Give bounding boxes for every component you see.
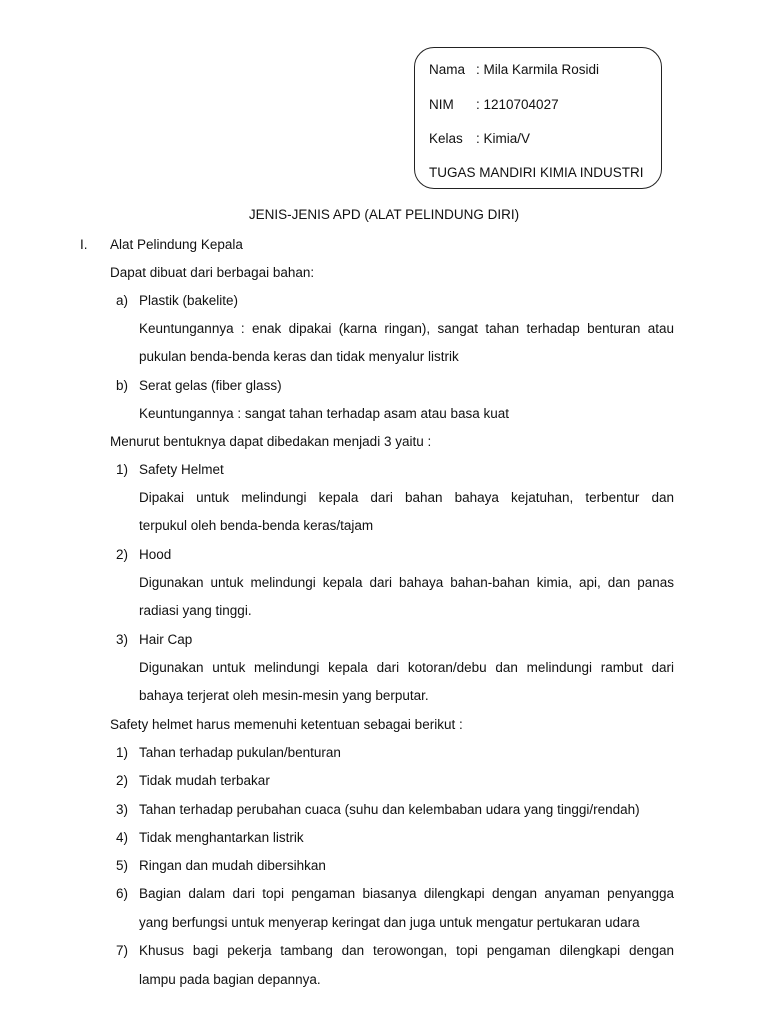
requirement-item: Tidak mudah terbakar bbox=[139, 773, 270, 788]
material-description: Keuntungannya : enak dipakai (karna ringan), sangat tahan terhadap benturan atau bbox=[139, 321, 674, 336]
materials-intro: Dapat dibuat dari berbagai bahan: bbox=[110, 265, 315, 280]
requirement-item: yang berfungsi untuk menyerap keringat dan juga untuk mengatur pertukaran udara bbox=[139, 915, 640, 930]
assignment-title: TUGAS MANDIRI KIMIA INDUSTRI bbox=[429, 165, 644, 180]
requirement-item: Khusus bagi pekerja tambang dan terowongan, topi pengaman dilengkapi dengan bbox=[139, 943, 674, 958]
list-marker: 1) bbox=[116, 745, 129, 760]
type-description: terpukul oleh benda-benda keras/tajam bbox=[139, 518, 374, 533]
requirement-item: lampu pada bagian depannya. bbox=[139, 972, 321, 987]
type-description: radiasi yang tinggi. bbox=[139, 603, 252, 618]
types-intro: Menurut bentuknya dapat dibedakan menjadi 3 yaitu : bbox=[110, 434, 432, 449]
list-marker: 6) bbox=[116, 886, 129, 901]
nim-label: NIM bbox=[429, 97, 454, 112]
list-marker: 1) bbox=[116, 462, 129, 477]
requirement-item: Ringan dan mudah dibersihkan bbox=[139, 858, 326, 873]
list-marker: 2) bbox=[116, 773, 129, 788]
type-description: bahaya terjerat oleh mesin-mesin yang berputar. bbox=[139, 688, 429, 703]
student-identity-box bbox=[414, 47, 662, 189]
list-marker: 4) bbox=[116, 830, 129, 845]
requirement-item: Tahan terhadap perubahan cuaca (suhu dan kelembaban udara yang tinggi/rendah) bbox=[139, 802, 640, 817]
type-name: Hair Cap bbox=[139, 632, 193, 647]
name-value: : Mila Karmila Rosidi bbox=[476, 62, 600, 77]
nim-value: : 1210704027 bbox=[476, 97, 559, 112]
material-name: Serat gelas (fiber glass) bbox=[139, 378, 282, 393]
list-marker: a) bbox=[116, 293, 129, 308]
list-marker: 5) bbox=[116, 858, 129, 873]
class-label: Kelas bbox=[429, 131, 463, 146]
list-marker: 3) bbox=[116, 802, 129, 817]
name-line bbox=[429, 62, 599, 77]
class-line bbox=[429, 131, 530, 146]
list-marker: 7) bbox=[116, 943, 129, 958]
section-heading: Alat Pelindung Kepala bbox=[110, 237, 243, 252]
requirement-item: Tidak menghantarkan listrik bbox=[139, 830, 304, 845]
requirement-item: Bagian dalam dari topi pengaman biasanya dilengkapi dengan anyaman penyangga bbox=[139, 886, 674, 901]
type-name: Hood bbox=[139, 547, 172, 562]
material-description: Keuntungannya : sangat tahan terhadap asam atau basa kuat bbox=[139, 406, 510, 421]
name-label: Nama bbox=[429, 62, 466, 77]
class-value: : Kimia/V bbox=[476, 131, 531, 146]
list-marker: 3) bbox=[116, 632, 129, 647]
nim-line bbox=[429, 97, 559, 112]
type-description: Dipakai untuk melindungi kepala dari bahan bahaya kejatuhan, terbentur dan bbox=[139, 490, 674, 505]
list-marker: b) bbox=[116, 378, 129, 393]
material-name: Plastik (bakelite) bbox=[139, 293, 239, 308]
type-description: Digunakan untuk melindungi kepala dari bahaya bahan-bahan kimia, api, dan panas bbox=[139, 575, 674, 590]
list-marker: 2) bbox=[116, 547, 129, 562]
type-name: Safety Helmet bbox=[139, 462, 224, 477]
material-description: pukulan benda-benda keras dan tidak menyalur listrik bbox=[139, 349, 459, 364]
document-title: JENIS-JENIS APD (ALAT PELINDUNG DIRI) bbox=[248, 207, 520, 222]
type-description: Digunakan untuk melindungi kepala dari kotoran/debu dan melindungi rambut dari bbox=[139, 660, 674, 675]
requirement-item: Tahan terhadap pukulan/benturan bbox=[139, 745, 341, 760]
requirements-intro: Safety helmet harus memenuhi ketentuan sebagai berikut : bbox=[110, 717, 463, 732]
section-number: I. bbox=[80, 237, 88, 252]
